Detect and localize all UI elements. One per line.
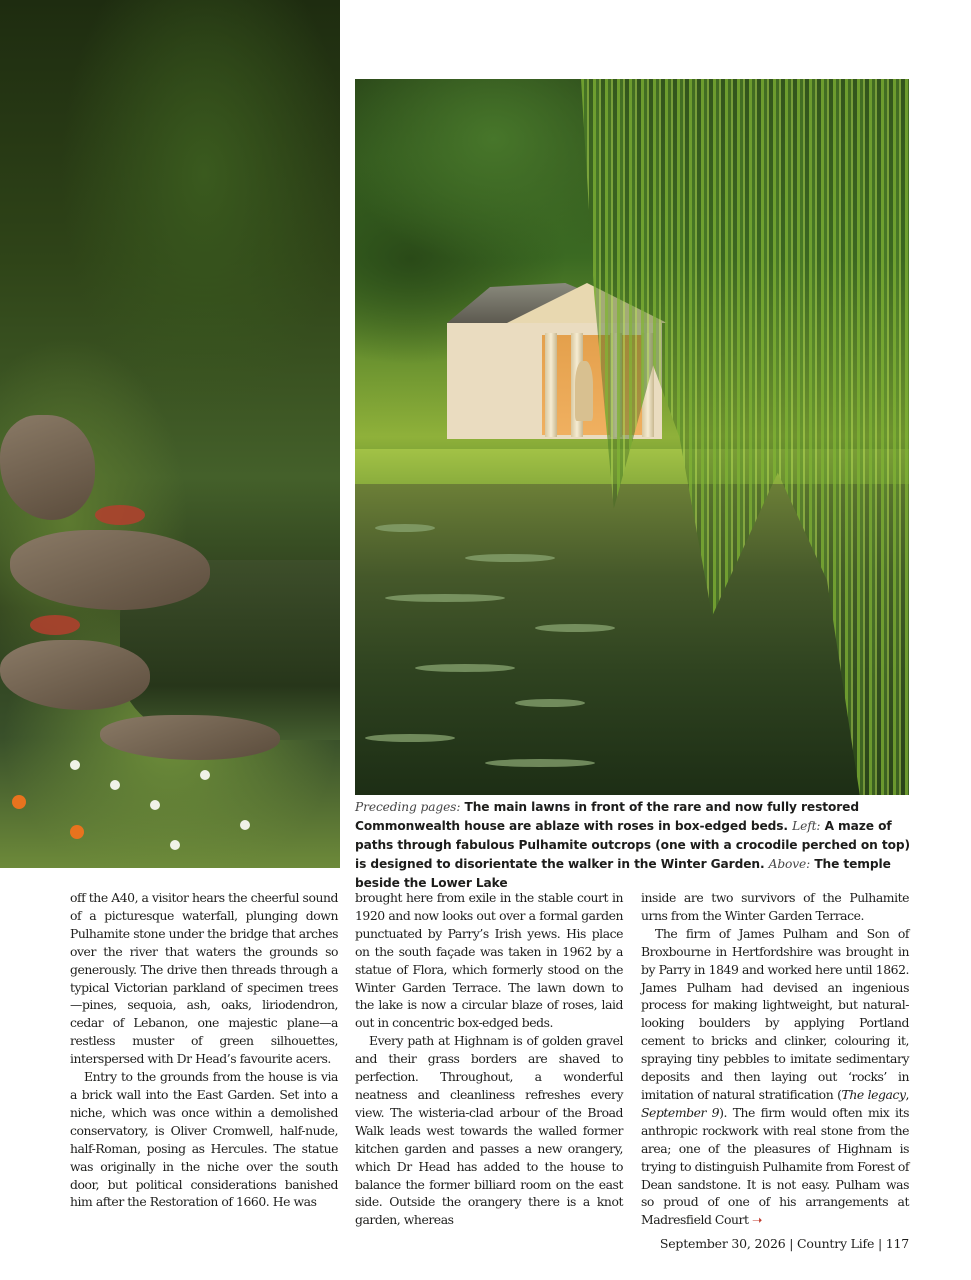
red-foliage <box>30 615 80 635</box>
lily-pad <box>375 524 435 532</box>
pulhamite-rock <box>100 715 280 760</box>
citation-separator: , <box>905 1086 909 1102</box>
pulhamite-rock <box>0 640 150 710</box>
paragraph-text: The firm of James Pulham and Son of Broxbourne in Hertfordshire was brought in by Parry in 1849 and worked here until 1862. James Pulham had devised an ingenious process for making lightweight, but natural-looking boulders by applying Portland cement to bricks and clinker, colouring it, spraying tiny pebbles to imitate sedimentary deposits and then laying out ‘rocks’ in imitation of natural stratification ( <box>641 925 909 1102</box>
caption-label-above: Above: <box>768 857 811 871</box>
caption-text-above: The temple beside the Lower Lake <box>355 857 891 890</box>
text-column-1 <box>70 889 338 1211</box>
paragraph <box>641 925 909 1229</box>
photo-temple-lower-lake <box>355 79 909 795</box>
caption-label-left: Left: <box>792 819 821 833</box>
white-flower <box>70 760 80 770</box>
paragraph: off the A40, a visitor hears the cheerful sound of a picturesque waterfall, plunging down Pulhamite stone under the bridge that arches over the river that waters the grounds so generously. The drive then threads through a typical Victorian parkland of specimen trees—pines, sequoia, ash, oaks, liriodendron, cedar of Lebanon, one majestic plane—a restless muster of green silhouettes, interspersed with Dr Head’s favourite acers. <box>70 890 338 1067</box>
lily-pad <box>535 624 615 632</box>
lily-pad <box>365 734 455 742</box>
paragraph: Entry to the grounds from the house is via a brick wall into the East Garden. Set into a niche, which was once within a demolished conservatory, is Oliver Cromwell, half-nude, half-Roman, posing as Hercules. The statue was originally in the niche over the south door, but political considerations banished him after the Restoration of 1660. He was <box>70 1069 338 1210</box>
photo-caption <box>355 798 911 893</box>
lily-pad <box>465 554 555 562</box>
orange-lily <box>70 825 84 839</box>
continue-arrow-icon: ➝ <box>752 1212 762 1228</box>
red-foliage <box>95 505 145 525</box>
white-flower <box>110 780 120 790</box>
lily-pad <box>515 699 585 707</box>
paragraph-text: ). The firm would often mix its anthropic rockwork with real stone from the area; one of the pleasures of Highnam is trying to distinguish Pulhamite from Forest of Dean sandstone. It is not easy. Pulham was so proud of one of his arrangements at Madresfield Court <box>641 1104 909 1228</box>
photo-garden-waterfall <box>0 0 340 868</box>
citation-date: September 9 <box>641 1104 720 1120</box>
page-folio: September 30, 2026 | Country Life | 117 <box>659 1236 909 1251</box>
citation-title: The legacy <box>841 1086 906 1102</box>
lily-pad <box>385 594 505 602</box>
caption-text-preceding: The main lawns in front of the rare and now fully restored Commonwealth house are ablaze with roses in box-edged beds. <box>355 800 859 833</box>
pulhamite-rock <box>0 415 95 520</box>
white-flower <box>150 800 160 810</box>
paragraph: brought here from exile in the stable court in 1920 and now looks out over a formal garden punctuated by Parry’s Irish yews. His place on the south façade was taken in 1962 by a statue of Flora, which formerly stood on the Winter Garden Terrace. The lawn down to the lake is now a circular blaze of roses, laid out in concentric box-edged beds. <box>355 890 623 1031</box>
lily-pad <box>415 664 515 672</box>
caption-label-preceding: Preceding pages: <box>355 800 461 814</box>
lily-pad <box>485 759 595 767</box>
caption-text-left: A maze of paths through fabulous Pulhamite outcrops (one with a crocodile perched on top) is designed to disorientate the walker in the Winter Garden. <box>355 819 910 871</box>
white-flower <box>200 770 210 780</box>
orange-lily <box>12 795 26 809</box>
paragraph: inside are two survivors of the Pulhamite urns from the Winter Garden Terrace. <box>641 890 909 923</box>
text-column-2 <box>355 889 623 1229</box>
temple-column <box>545 333 557 437</box>
temple-statue <box>575 361 593 421</box>
white-flower <box>170 840 180 850</box>
text-column-3 <box>641 889 909 1229</box>
white-flower <box>240 820 250 830</box>
paragraph: Every path at Highnam is of golden gravel and their grass borders are shaved to perfection. Throughout, a wonderful neatness and cleanliness refreshes every view. The wisteria-clad arbour of the Broad Walk leads west towards the walled former kitchen garden and passes a new orangery, which Dr Head has added to the house to balance the former billiard room on the east side. Outside the orangery there is a knot garden, whereas <box>355 1033 623 1228</box>
pulhamite-rock <box>10 530 210 610</box>
